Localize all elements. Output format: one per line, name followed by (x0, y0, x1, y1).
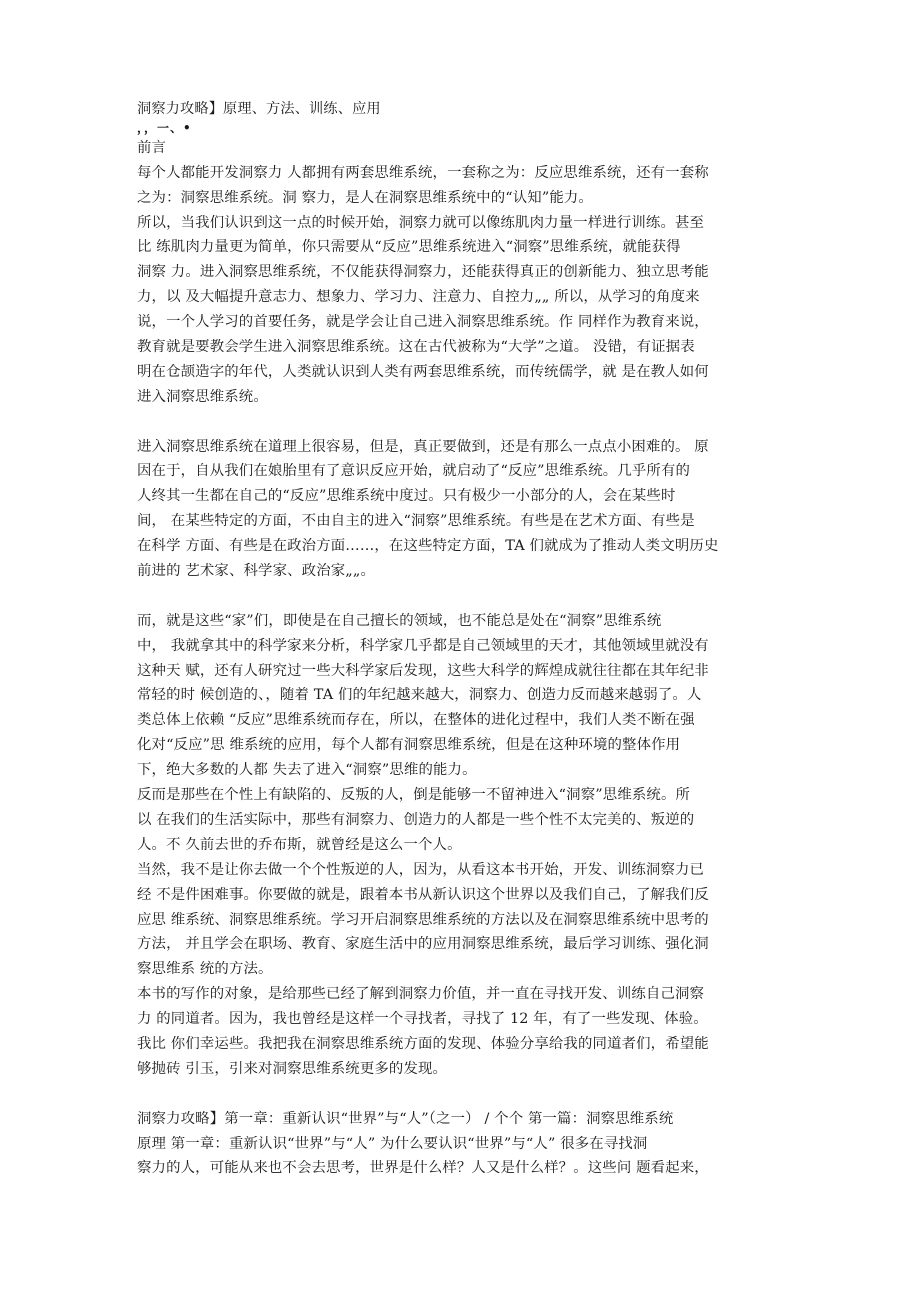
text-line: 化对“反应”思 维系统的应用，每个人都有洞察思维系统，但是在这种环境的整体作用 (137, 737, 681, 754)
text-line: 进入洞察思维系统在道理上很容易，但是，真正要做到，还是有那么一点点小困难的。 原 (137, 438, 709, 455)
text-line: 说，一个人学习的首要任务，就是学会让自己进入洞察思维系统。作 同样作为教育来说， (137, 314, 709, 331)
text-line: 当然，我不是让你去做一个个性叛逆的人，因为，从看这本书开始，开发、训练洞察力已 (137, 861, 705, 878)
text-line: 明在仓颉造字的年代，人类就认识到人类有两套思维系统，而传统儒学，就 是在教人如何 (137, 363, 709, 380)
paragraph-3 (137, 609, 797, 1082)
paragraph-2 (137, 435, 797, 584)
text-line: 察力的人，可能从来也不会去思考，世界是什么样？人又是什么样？。这些问 题看起来， (137, 1160, 709, 1177)
text-line: 比 练肌肉力量更为简单，你只需要从“反应”思维系统进入“洞察”思维系统，就能获得 (137, 239, 681, 256)
text-line: 原理 第一章：重新认识“世界”与“人” 为什么要认识“世界”与“人” 很多在寻找洞 (137, 1135, 648, 1152)
text-line: 下，绝大多数的人都 失去了进入“洞察”思维的能力。 (137, 762, 477, 779)
text-line: 在科学 方面、有些是在政治方面……，在这些特定方面，TA 们就成为了推动人类文明历史 (137, 538, 719, 555)
chapter-intro (137, 1107, 797, 1182)
text-line: 间， 在某些特定的方面，不由自主的进入“洞察”思维系统。有些是在艺术方面、有些是 (137, 513, 695, 530)
text-line: 够抛砖 引玉，引来对洞察思维系统更多的发现。 (137, 1060, 448, 1077)
text-line: 洞察 力。进入洞察思维系统，不仅能获得洞察力，还能获得真正的创新能力、独立思考能 (137, 264, 709, 281)
text-line: 我比 你们幸运些。我把我在洞察思维系统方面的发现、体验分享给我的同道者们，希望能 (137, 1035, 709, 1052)
paragraph-gap (137, 1082, 797, 1107)
text-line: 经 不是件困难事。你要做的就是，跟着本书从新认识这个世界以及我们自己，了解我们反 (137, 886, 709, 903)
text-line: 进入洞察思维系统。 (137, 388, 268, 405)
text-line: 因在于，自从我们在娘胎里有了意识反应开始，就启动了“反应”思维系统。几乎所有的 (137, 463, 691, 480)
text-line: 之为：洞察思维系统。洞 察力，是人在洞察思维系统中的“认知”能力。 (137, 189, 593, 206)
text-line: 所以，当我们认识到这一点的时候开始，洞察力就可以像练肌肉力量一样进行训练。甚至 (137, 214, 705, 231)
text-line: 这种天 赋，还有人研究过一些大科学家后发现，这些大科学的辉煌成就往往都在其年纪非 (137, 662, 709, 679)
text-line: 洞察力攻略】第一章：重新认识“世界”与“人”（之一） / 个个 第一篇：洞察思维系统 (137, 1110, 674, 1127)
text-line: 人终其一生都在自己的“反应”思维系统中度过。只有极少一小部分的人，会在某些时 (137, 488, 676, 505)
paragraph-1 (137, 161, 797, 410)
preface-heading: 前言 (137, 139, 167, 156)
text-line: 本书的写作的对象，是给那些已经了解到洞察力价值，并一直在寻找开发、训练自己洞察 (137, 986, 705, 1003)
punctuation-marks: ，，一、• (137, 121, 192, 135)
text-line: 人。不 久前去世的乔布斯，就曾经是这么一个人。 (137, 836, 462, 853)
text-line: 方法， 并且学会在职场、教育、家庭生活中的应用洞察思维系统，最后学习训练、强化洞 (137, 936, 709, 953)
text-line: 反而是那些在个性上有缺陷的、反叛的人，倒是能够一不留神进入“洞察”思维系统。所 (137, 787, 691, 804)
text-line: 力 的同道者。因为，我也曾经是这样一个寻找者，寻找了 12 年，有了一些发现、体验。 (137, 1011, 708, 1028)
paragraph-gap (137, 584, 797, 609)
text-line: 中， 我就拿其中的科学家来分析，科学家几乎都是自己领域里的天才，其他领域里就没有 (137, 637, 709, 654)
text-line: 以 在我们的生活实际中，那些有洞察力、创造力的人都是一些个性不太完美的、叛逆的 (137, 811, 695, 828)
document-title: 洞察力攻略】原理、方法、训练、应用 (137, 101, 381, 117)
text-line: 应思 维系统、洞察思维系统。学习开启洞察思维系统的方法以及在洞察思维系统中思考的 (137, 911, 709, 928)
text-line: 前进的 艺术家、科学家、政治家„„。 (137, 563, 376, 580)
text-line: 每个人都能开发洞察力 人都拥有两套思维系统，一套称之为：反应思维系统，还有一套称 (137, 164, 709, 181)
paragraph-gap (137, 410, 797, 435)
text-line: 察思维系 统的方法。 (137, 961, 273, 978)
text-line: 力，以 及大幅提升意志力、想象力、学习力、注意力、自控力„„ 所以，从学习的角度来 (137, 289, 700, 306)
text-line: 而，就是这些“家”们，即使是在自己擅长的领域，也不能总是处在“洞察”思维系统 (137, 612, 662, 629)
text-line: 类总体上依赖 “反应”思维系统而存在，所以，在整体的进化过程中，我们人类不断在强 (137, 712, 695, 729)
document-body (137, 97, 797, 1181)
text-line: 常轻的时 候创造的、，随着 TA 们的年纪越来越大，洞察力、创造力反而越来越弱了。人 (137, 687, 702, 704)
text-line: 教育就是要教会学生进入洞察思维系统。这在古代被称为“大学”之道。 没错，有证据表 (137, 339, 695, 356)
